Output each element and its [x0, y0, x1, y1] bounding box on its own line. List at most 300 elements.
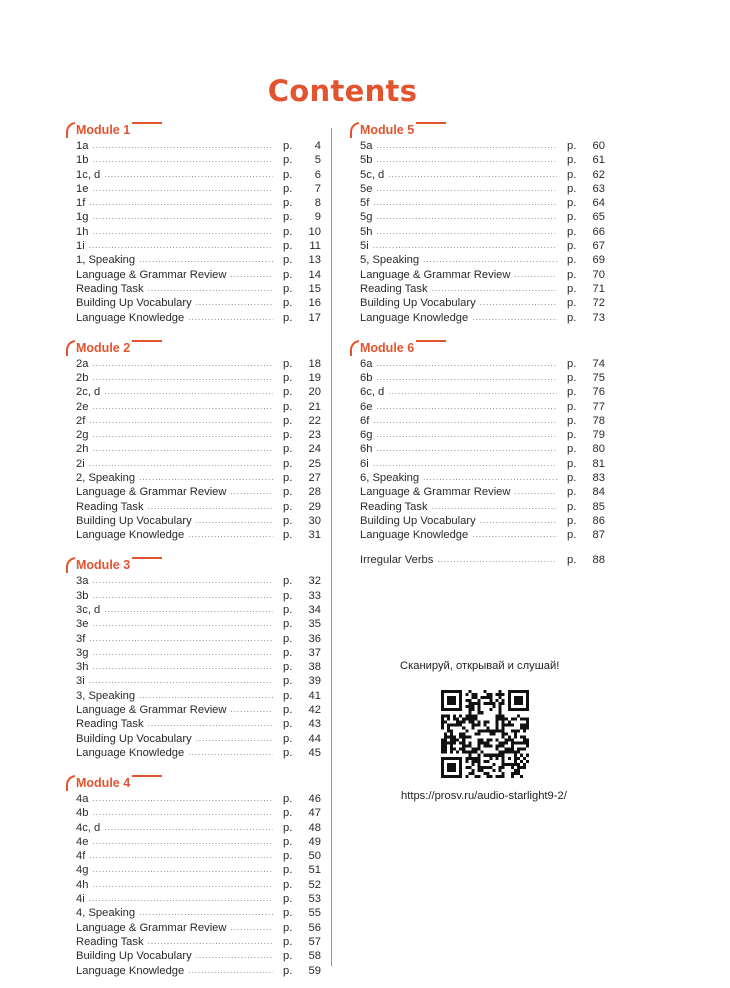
- toc-label: Building Up Vocabulary: [360, 514, 476, 527]
- toc-label: 6i: [360, 457, 369, 470]
- toc-label: Reading Task: [360, 282, 428, 295]
- toc-label: 2c, d: [76, 386, 101, 399]
- page-number: 13: [308, 254, 321, 267]
- toc-label: Reading Task: [76, 282, 144, 295]
- page-prefix: p.: [567, 240, 577, 253]
- dot-leader: [376, 400, 557, 414]
- dot-leader: [92, 400, 273, 414]
- toc-label: 5e: [360, 182, 373, 195]
- toc-label: 1b: [76, 154, 89, 167]
- toc-label: 6c, d: [360, 386, 385, 399]
- dot-leader: [92, 878, 273, 892]
- page-prefix: p.: [567, 371, 577, 384]
- module-entries: [350, 139, 605, 325]
- toc-row[interactable]: [360, 457, 605, 471]
- toc-label: Reading Task: [76, 500, 144, 513]
- toc-row[interactable]: [76, 689, 321, 703]
- toc-row[interactable]: [76, 574, 321, 588]
- dot-leader: [196, 296, 273, 310]
- page-prefix: p.: [283, 878, 293, 891]
- dot-leader: [89, 849, 273, 863]
- page-prefix: p.: [283, 603, 293, 616]
- toc-row[interactable]: [76, 806, 321, 820]
- toc-row[interactable]: [76, 792, 321, 806]
- dot-leader: [376, 357, 557, 371]
- toc-row[interactable]: [76, 646, 321, 660]
- toc-row[interactable]: [360, 168, 605, 182]
- toc-row[interactable]: [360, 485, 605, 499]
- toc-label: 4f: [76, 850, 86, 863]
- toc-label: Reading Task: [76, 718, 144, 731]
- toc-label: 4c, d: [76, 821, 101, 834]
- toc-label: Building Up Vocabulary: [360, 297, 476, 310]
- toc-label: 4, Speaking: [76, 907, 136, 920]
- toc-row[interactable]: [360, 296, 605, 310]
- dot-leader: [376, 371, 557, 385]
- page-prefix: p.: [283, 950, 293, 963]
- page-number: 5: [314, 154, 321, 167]
- page-prefix: p.: [283, 268, 293, 281]
- page-number: 27: [308, 472, 321, 485]
- page-prefix: p.: [283, 864, 293, 877]
- page-number: 74: [592, 357, 605, 370]
- dot-leader: [92, 792, 273, 806]
- toc-row[interactable]: [360, 282, 605, 296]
- page-number: 29: [308, 500, 321, 513]
- page-prefix: p.: [567, 254, 577, 267]
- page-prefix: p.: [567, 297, 577, 310]
- toc-row[interactable]: [76, 835, 321, 849]
- page-number: 55: [308, 907, 321, 920]
- dot-leader: [188, 528, 273, 542]
- page-number: 46: [308, 792, 321, 805]
- module-header: [350, 340, 605, 357]
- dot-leader: [89, 457, 273, 471]
- page-number: 67: [592, 240, 605, 253]
- toc-label: 3i: [76, 675, 85, 688]
- module-entries: [350, 357, 605, 543]
- page-number: 75: [592, 371, 605, 384]
- page-number: 4: [314, 140, 321, 152]
- module-title: Module 4: [76, 775, 131, 790]
- dot-leader: [373, 457, 557, 471]
- toc-row[interactable]: [76, 500, 321, 514]
- toc-row[interactable]: [360, 253, 605, 267]
- dot-leader: [92, 442, 273, 456]
- page-prefix: p.: [283, 835, 293, 848]
- page-number: 14: [308, 268, 321, 281]
- toc-label: Language & Grammar Review: [360, 268, 511, 281]
- dot-leader: [139, 471, 273, 485]
- page-prefix: p.: [567, 154, 577, 167]
- page-prefix: p.: [567, 500, 577, 513]
- page-number: 51: [308, 864, 321, 877]
- toc-row[interactable]: [76, 485, 321, 499]
- dot-leader: [376, 182, 557, 196]
- page-prefix: p.: [283, 529, 293, 542]
- toc-row[interactable]: [360, 471, 605, 485]
- page-number: 79: [592, 429, 605, 442]
- module-title: Module 1: [76, 123, 131, 137]
- toc-row[interactable]: [360, 428, 605, 442]
- toc-row[interactable]: [76, 400, 321, 414]
- toc-row[interactable]: [76, 863, 321, 877]
- toc-label: Language Knowledge: [360, 311, 469, 324]
- toc-row[interactable]: [360, 239, 605, 253]
- page-number: 77: [592, 400, 605, 413]
- dot-leader: [104, 821, 273, 835]
- page-number: 78: [592, 414, 605, 427]
- toc-label: Language Knowledge: [76, 311, 185, 324]
- toc-label: 2g: [76, 429, 89, 442]
- module-section: [66, 557, 321, 760]
- dot-leader: [188, 311, 273, 325]
- page-prefix: p.: [283, 443, 293, 456]
- toc-row[interactable]: [76, 528, 321, 542]
- toc-row[interactable]: [76, 139, 321, 153]
- page-prefix: p.: [283, 414, 293, 427]
- toc-label: Building Up Vocabulary: [76, 514, 192, 527]
- toc-label: 4a: [76, 792, 89, 805]
- toc-row[interactable]: [360, 182, 605, 196]
- page-number: 8: [314, 197, 321, 210]
- toc-row[interactable]: [360, 357, 605, 371]
- toc-row[interactable]: [76, 428, 321, 442]
- page-prefix: p.: [283, 746, 293, 759]
- toc-label: 6, Speaking: [360, 472, 420, 485]
- qr-caption: Сканируй, открывай и слушай!: [400, 660, 560, 672]
- toc-label: 5, Speaking: [360, 254, 420, 267]
- page-number: 31: [308, 529, 321, 542]
- toc-row[interactable]: [76, 182, 321, 196]
- toc-row[interactable]: [76, 906, 321, 920]
- page-number: 43: [308, 718, 321, 731]
- dot-leader: [89, 674, 273, 688]
- page-number: 84: [592, 486, 605, 499]
- toc-label: 2h: [76, 443, 89, 456]
- page-number: 19: [308, 371, 321, 384]
- page-prefix: p.: [567, 386, 577, 399]
- page-number: 70: [592, 268, 605, 281]
- module-header: [66, 122, 321, 139]
- toc-label: 4b: [76, 807, 89, 820]
- toc-row[interactable]: [360, 311, 605, 325]
- page-prefix: p.: [283, 282, 293, 295]
- page-number: 44: [308, 732, 321, 745]
- page-prefix: p.: [283, 514, 293, 527]
- page-prefix: p.: [283, 964, 293, 977]
- toc-row[interactable]: [360, 514, 605, 528]
- page-prefix: p.: [283, 661, 293, 674]
- toc-row[interactable]: [360, 153, 605, 167]
- toc-row[interactable]: [360, 528, 605, 542]
- page-number: 21: [308, 400, 321, 413]
- toc-label: Building Up Vocabulary: [76, 297, 192, 310]
- dot-leader: [89, 414, 273, 428]
- dot-leader: [148, 717, 273, 731]
- toc-row[interactable]: [76, 949, 321, 963]
- page-prefix: p.: [283, 457, 293, 470]
- dot-leader: [373, 196, 557, 210]
- toc-row[interactable]: [76, 268, 321, 282]
- dot-leader: [104, 385, 273, 399]
- page-number: 41: [308, 689, 321, 702]
- toc-label: 6b: [360, 371, 373, 384]
- toc-row[interactable]: [76, 849, 321, 863]
- toc-label: Reading Task: [76, 935, 144, 948]
- dot-leader: [373, 239, 557, 253]
- toc-label: 5c, d: [360, 168, 385, 181]
- page-prefix: p.: [283, 486, 293, 499]
- dot-leader: [104, 603, 273, 617]
- toc-row[interactable]: [76, 935, 321, 949]
- page-prefix: p.: [283, 297, 293, 310]
- toc-row[interactable]: [360, 500, 605, 514]
- dot-leader: [376, 210, 557, 224]
- page-prefix: p.: [283, 429, 293, 442]
- toc-row[interactable]: [360, 210, 605, 224]
- toc-label: 1i: [76, 240, 85, 253]
- page-prefix: p.: [567, 197, 577, 210]
- toc-row[interactable]: [360, 385, 605, 399]
- toc-label: 1f: [76, 197, 86, 210]
- module-entries: [66, 357, 321, 543]
- dot-leader: [89, 892, 273, 906]
- dot-leader: [480, 296, 557, 310]
- page-number: 10: [308, 225, 321, 238]
- toc-label: Language Knowledge: [76, 964, 185, 977]
- page-number: 30: [308, 514, 321, 527]
- page-prefix: p.: [283, 400, 293, 413]
- toc-label: 2, Speaking: [76, 472, 136, 485]
- toc-row[interactable]: [76, 674, 321, 688]
- dot-leader: [388, 385, 557, 399]
- page-prefix: p.: [283, 589, 293, 602]
- toc-row[interactable]: [76, 414, 321, 428]
- page-prefix: p.: [567, 443, 577, 456]
- dot-leader: [92, 428, 273, 442]
- page-number: 87: [592, 529, 605, 542]
- toc-row[interactable]: [76, 471, 321, 485]
- toc-label: 3, Speaking: [76, 689, 136, 702]
- toc-row[interactable]: [76, 225, 321, 239]
- toc-row[interactable]: [76, 457, 321, 471]
- page-number: 17: [308, 311, 321, 324]
- page-number: 83: [592, 472, 605, 485]
- toc-row[interactable]: [76, 892, 321, 906]
- dot-leader: [196, 949, 273, 963]
- page-prefix: p.: [283, 618, 293, 631]
- toc-label: 2a: [76, 357, 89, 370]
- qr-code-icon: [441, 690, 529, 778]
- qr-url: https://prosv.ru/audio-starlight9-2/: [401, 790, 567, 802]
- page-number: 71: [592, 282, 605, 295]
- toc-row[interactable]: [76, 253, 321, 267]
- dot-leader: [230, 921, 273, 935]
- page-prefix: p.: [567, 553, 577, 566]
- page-number: 56: [308, 921, 321, 934]
- page-prefix: p.: [567, 529, 577, 542]
- page-number: 33: [308, 589, 321, 602]
- page-number: 72: [592, 297, 605, 310]
- toc-row[interactable]: [360, 225, 605, 239]
- page-prefix: p.: [567, 168, 577, 181]
- toc-label: Language & Grammar Review: [360, 486, 511, 499]
- page-prefix: p.: [283, 907, 293, 920]
- toc-label: 2b: [76, 371, 89, 384]
- module-header: [66, 557, 321, 574]
- toc-row[interactable]: [360, 268, 605, 282]
- toc-row[interactable]: [76, 703, 321, 717]
- dot-leader: [92, 225, 273, 239]
- page-number: 39: [308, 675, 321, 688]
- toc-row[interactable]: [360, 400, 605, 414]
- toc-row[interactable]: [76, 746, 321, 760]
- page-number: 66: [592, 225, 605, 238]
- page-number: 53: [308, 893, 321, 906]
- dot-leader: [148, 500, 273, 514]
- toc-row[interactable]: [76, 311, 321, 325]
- toc-row[interactable]: [76, 617, 321, 631]
- page-prefix: p.: [283, 211, 293, 224]
- dot-leader: [89, 196, 273, 210]
- dot-leader: [514, 268, 557, 282]
- page-prefix: p.: [567, 268, 577, 281]
- module-title: Module 2: [76, 340, 131, 355]
- page-number: 7: [314, 182, 321, 195]
- toc-row[interactable]: [76, 589, 321, 603]
- dot-leader: [196, 732, 273, 746]
- toc-row[interactable]: [76, 821, 321, 835]
- toc-label: Language & Grammar Review: [76, 921, 227, 934]
- toc-label: Language Knowledge: [76, 529, 185, 542]
- dot-leader: [423, 253, 557, 267]
- toc-row[interactable]: [360, 196, 605, 210]
- toc-label: 4e: [76, 835, 89, 848]
- toc-label: 6g: [360, 429, 373, 442]
- dot-leader: [230, 703, 273, 717]
- toc-row[interactable]: [76, 442, 321, 456]
- dot-leader: [92, 574, 273, 588]
- page-number: 15: [308, 282, 321, 295]
- page-prefix: p.: [567, 311, 577, 324]
- toc-row[interactable]: [76, 153, 321, 167]
- toc-row[interactable]: [76, 632, 321, 646]
- dot-leader: [92, 589, 273, 603]
- page-prefix: p.: [283, 197, 293, 210]
- page-title: Contents: [267, 74, 418, 108]
- page-number: 42: [308, 703, 321, 716]
- page-prefix: p.: [567, 457, 577, 470]
- toc-row-irregular-verbs[interactable]: [360, 553, 605, 567]
- toc-label: 1h: [76, 225, 89, 238]
- dot-leader: [196, 514, 273, 528]
- toc-row[interactable]: [360, 442, 605, 456]
- page-number: 47: [308, 807, 321, 820]
- dot-leader: [514, 485, 557, 499]
- dot-leader: [92, 182, 273, 196]
- page-prefix: p.: [567, 357, 577, 370]
- toc-label: 5b: [360, 154, 373, 167]
- toc-row[interactable]: [360, 371, 605, 385]
- page-number: 80: [592, 443, 605, 456]
- toc-row[interactable]: [76, 514, 321, 528]
- module-entries: [66, 139, 321, 325]
- page-number: 64: [592, 197, 605, 210]
- toc-row[interactable]: [360, 414, 605, 428]
- toc-row[interactable]: [76, 603, 321, 617]
- page-prefix: p.: [283, 807, 293, 820]
- toc-row[interactable]: [76, 296, 321, 310]
- contents-column-left: [66, 122, 321, 988]
- toc-row[interactable]: [76, 371, 321, 385]
- page-prefix: p.: [283, 371, 293, 384]
- toc-row[interactable]: [76, 717, 321, 731]
- page-prefix: p.: [283, 357, 293, 370]
- toc-row[interactable]: [76, 964, 321, 978]
- module-entries: [66, 574, 321, 760]
- module-section: [66, 775, 321, 978]
- dot-leader: [148, 282, 273, 296]
- toc-row[interactable]: [76, 921, 321, 935]
- page-prefix: p.: [283, 935, 293, 948]
- toc-label: 1a: [76, 140, 89, 152]
- page-prefix: p.: [567, 429, 577, 442]
- toc-row[interactable]: [76, 385, 321, 399]
- page-prefix: p.: [567, 514, 577, 527]
- toc-row[interactable]: [76, 196, 321, 210]
- page-prefix: p.: [283, 703, 293, 716]
- page-number: 73: [592, 311, 605, 324]
- toc-row[interactable]: [76, 168, 321, 182]
- toc-row[interactable]: [76, 660, 321, 674]
- toc-row[interactable]: [76, 878, 321, 892]
- page-prefix: p.: [283, 675, 293, 688]
- page-number: 86: [592, 514, 605, 527]
- toc-label: 1g: [76, 211, 89, 224]
- dot-leader: [432, 282, 557, 296]
- page-number: 11: [309, 240, 321, 253]
- dot-leader: [139, 689, 273, 703]
- toc-row[interactable]: [76, 357, 321, 371]
- toc-row[interactable]: [360, 139, 605, 153]
- toc-row[interactable]: [76, 210, 321, 224]
- toc-label: Language & Grammar Review: [76, 703, 227, 716]
- page-prefix: p.: [283, 921, 293, 934]
- toc-label: 3a: [76, 575, 89, 588]
- dot-leader: [92, 863, 273, 877]
- toc-label: 6a: [360, 357, 373, 370]
- toc-row[interactable]: [76, 732, 321, 746]
- toc-row[interactable]: [76, 239, 321, 253]
- page-prefix: p.: [283, 225, 293, 238]
- extra-entries: [350, 553, 605, 567]
- page-number: 61: [592, 154, 605, 167]
- page-prefix: p.: [283, 689, 293, 702]
- dot-leader: [148, 935, 273, 949]
- dot-leader: [92, 617, 273, 631]
- page-prefix: p.: [567, 486, 577, 499]
- dot-leader: [230, 485, 273, 499]
- toc-label: 1e: [76, 182, 89, 195]
- toc-label: 3h: [76, 661, 89, 674]
- page-number: 28: [308, 486, 321, 499]
- page-number: 6: [314, 168, 321, 181]
- page-number: 63: [592, 182, 605, 195]
- toc-row[interactable]: [76, 282, 321, 296]
- page-number: 25: [308, 457, 321, 470]
- page-number: 38: [308, 661, 321, 674]
